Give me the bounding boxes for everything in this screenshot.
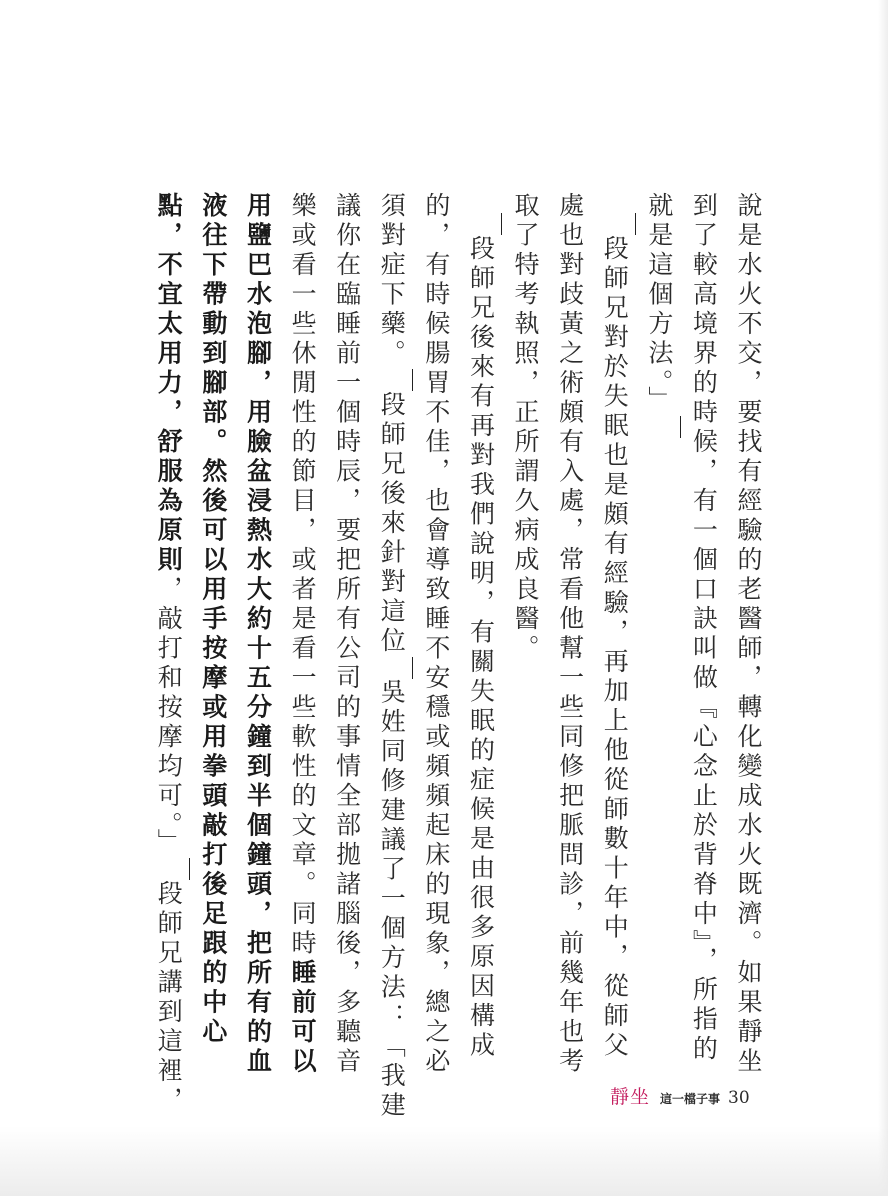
text-line-4: 段師兄對於失眠也是頗有經驗，再加上他從師數十年中，從師父	[592, 192, 637, 952]
page-footer	[610, 1082, 750, 1112]
sidebar-mark	[412, 657, 413, 679]
text-line-7: 段師兄後來有再對我們說明，有關失眠的症候是由很多原因構成	[458, 192, 503, 952]
page-bottom-shadow	[0, 1126, 888, 1196]
text-line-11: 樂或看一些休閒性的節目，或者是看一些軟性的文章。同時睡前可以	[288, 192, 318, 1077]
sidebar-mark	[412, 369, 413, 391]
text-line-9: 須對症下藥。段師兄後來針對這位吳姓同修建議了一個方法：「我建	[369, 192, 414, 952]
text-line-12-bold: 用鹽巴水泡腳，用臉盆浸熱水大約十五分鐘到半個鐘頭，把所有的血	[243, 192, 273, 1077]
page-edge-shadow	[878, 0, 888, 1196]
text-line-14: 點，不宜太用力，舒服為原則，敲打和按摩均可。」段師兄講到這裡，	[146, 192, 191, 952]
page-number: 30	[728, 1088, 750, 1108]
book-subtitle: 這一檔子事	[660, 1092, 721, 1106]
text-line-6: 取了特考執照，正所謂久病成良醫。	[511, 192, 541, 664]
sidebar-mark	[501, 213, 502, 235]
text-line-5: 處也對歧黃之術頗有入處，常看他幫一些同修把脈問診，前幾年也考	[555, 192, 585, 1077]
sidebar-mark	[189, 858, 190, 880]
text-line-8: 的，有時候腸胃不佳，也會導致睡不安穩或頻頻起床的現象，總之必	[421, 192, 451, 1077]
text-line-13-bold: 液往下帶動到腳部。然後可以用手按摩或用拳頭敲打後足跟的中心	[198, 192, 228, 1048]
text-line-10: 議你在臨睡前一個時辰，要把所有公司的事情全部拋諸腦後，多聽音	[332, 192, 362, 1077]
book-title: 靜坐	[610, 1086, 651, 1108]
sidebar-mark	[680, 416, 681, 438]
sidebar-mark	[635, 213, 636, 235]
text-line-2: 到了較高境界的時候，有一個口訣叫做『心念止於背脊中』，所指的	[689, 192, 719, 1065]
text-line-3: 就是這個方法。」	[636, 192, 681, 952]
text-line-1: 說是水火不交，要找有經驗的老醫師，轉化變成水火既濟。如果靜坐	[734, 192, 763, 1077]
